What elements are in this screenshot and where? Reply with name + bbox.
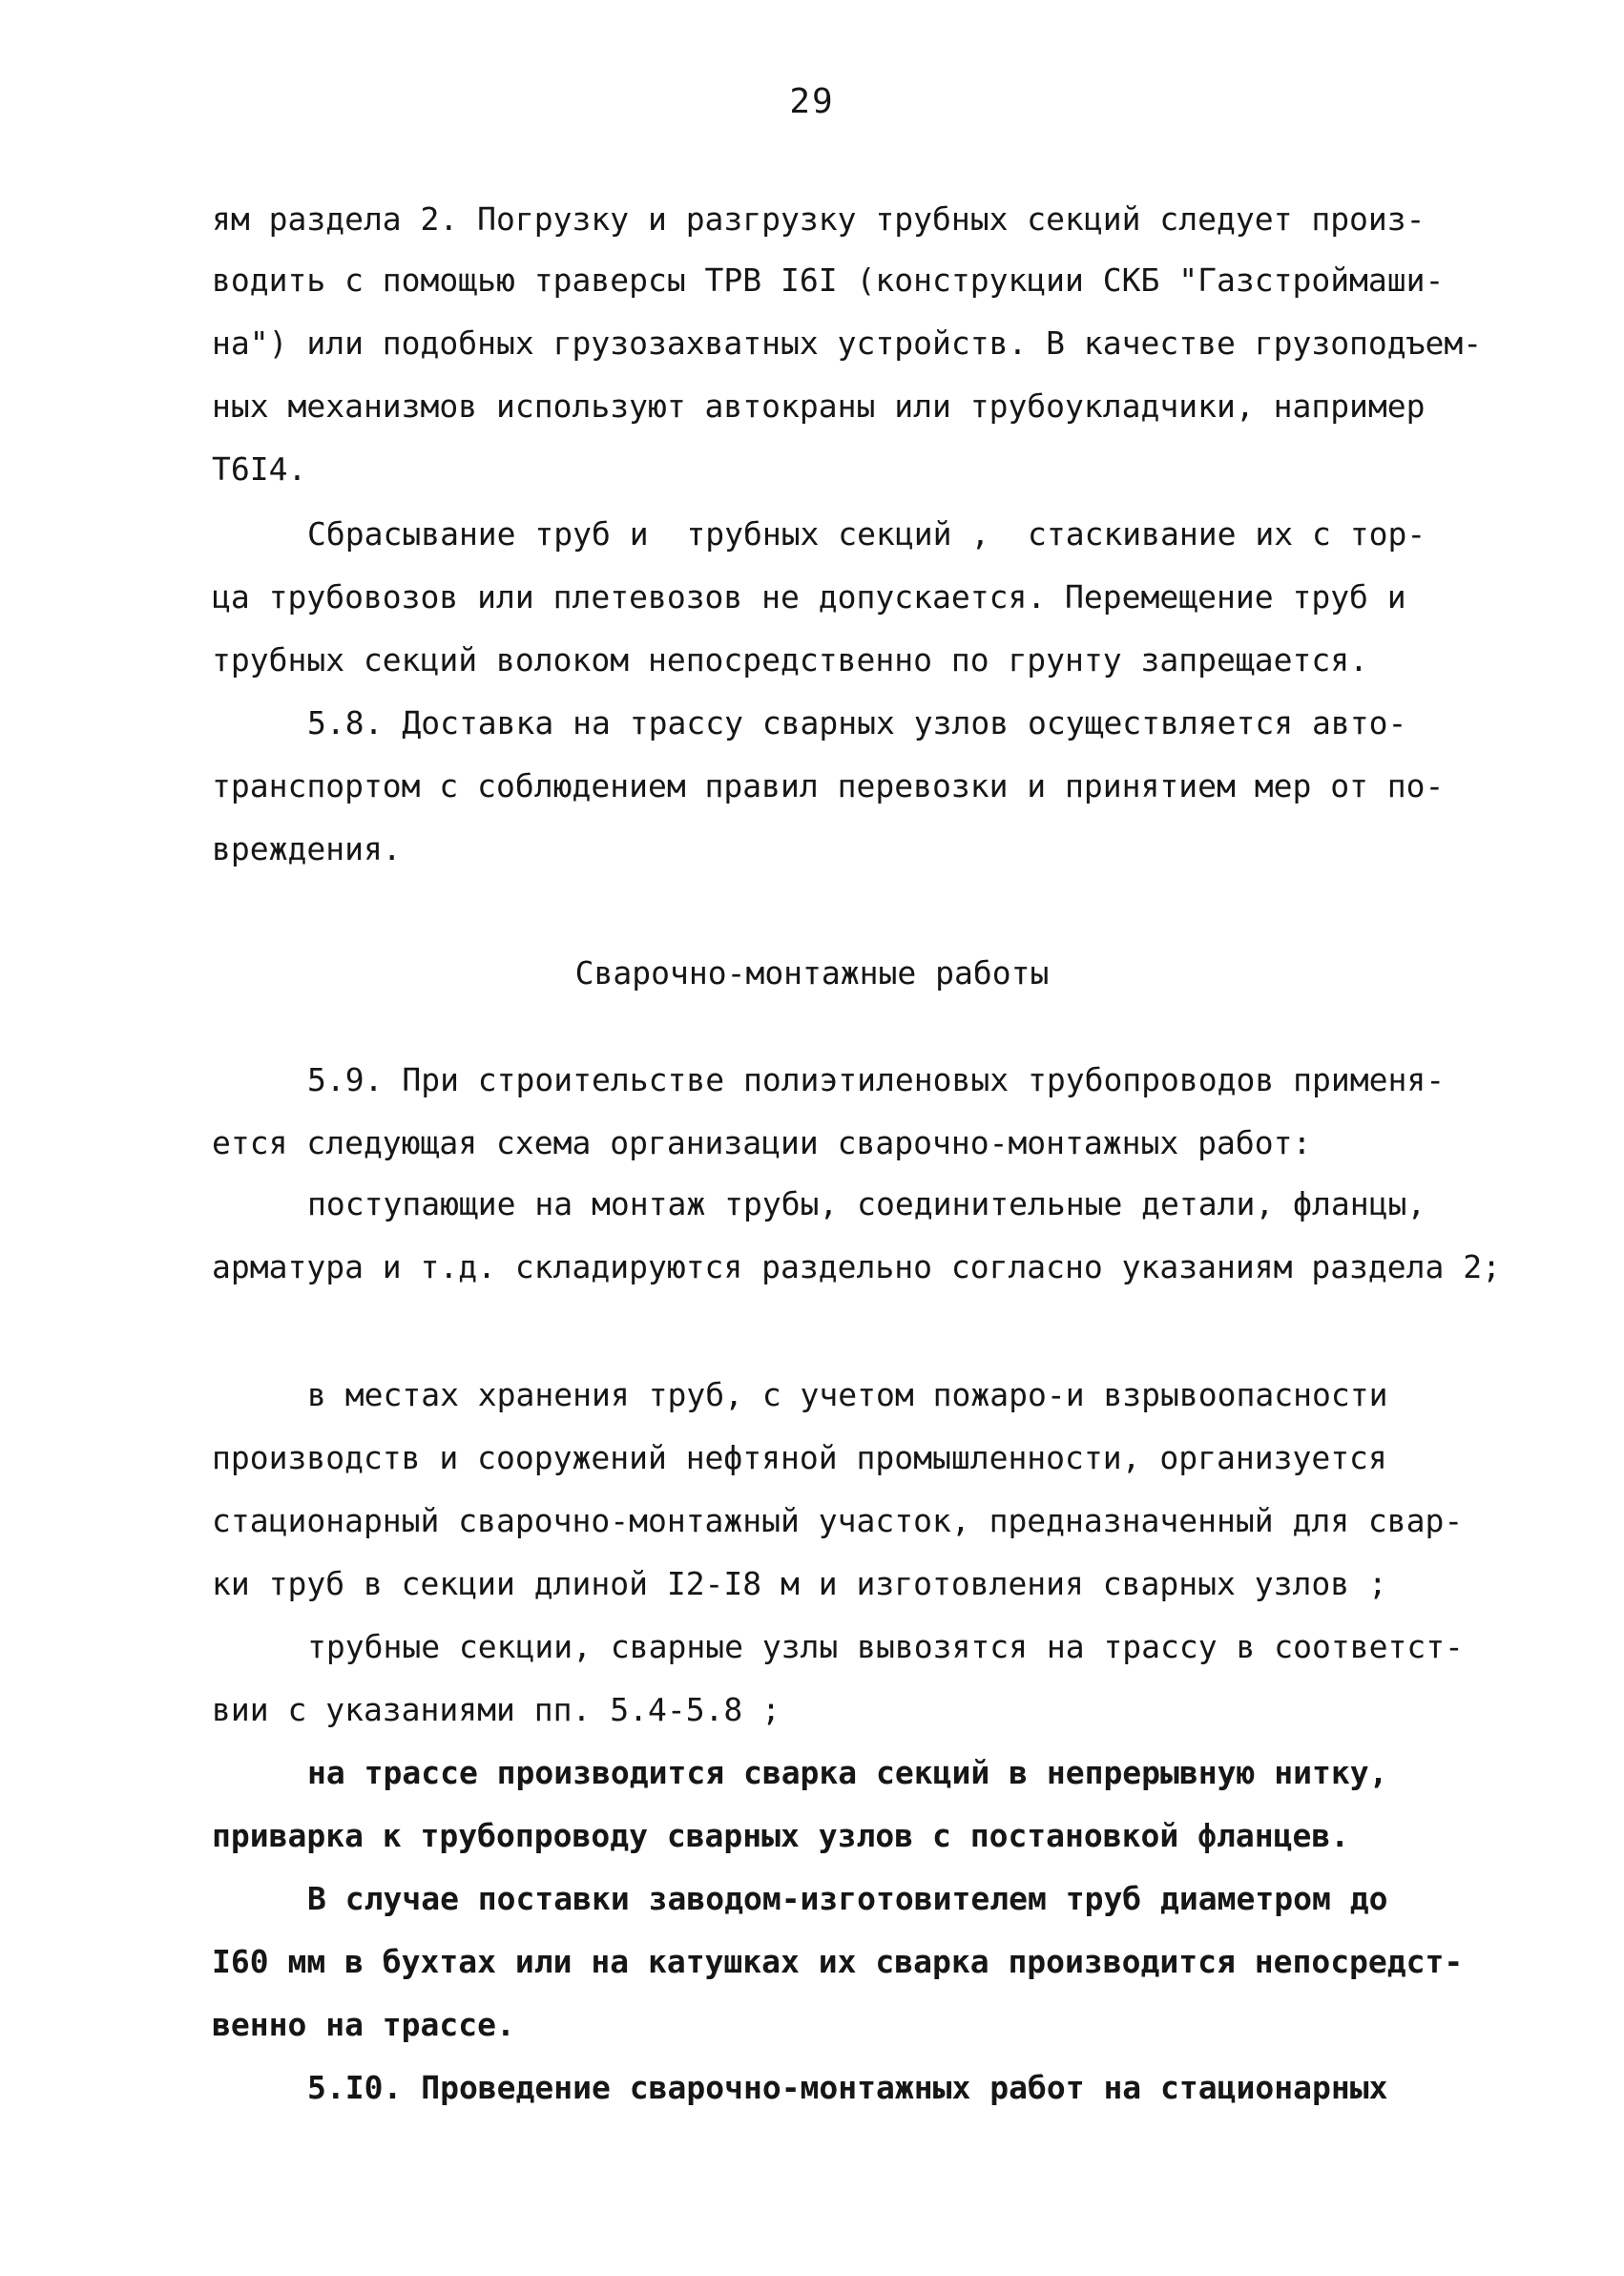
text-line: трубные секции, сварные узлы вывозятся на трассу в соответст- — [307, 1628, 1464, 1665]
section-heading: Сварочно-монтажные работы — [574, 954, 1050, 992]
text-line: стационарный сварочно-монтажный участок, предназначенный для свар- — [212, 1502, 1464, 1539]
text-line: водить с помощью траверсы ТРВ I6I (конструкции СКБ "Газстроймаши- — [212, 261, 1445, 299]
text-line: трубных секций волоком непосредственно по грунту запрещается. — [212, 641, 1368, 679]
text-line: венно на трассе. — [212, 2006, 515, 2043]
text-line: ки труб в секции длиной I2-I8 м и изготовления сварных узлов ; — [212, 1565, 1387, 1602]
text-line: I60 мм в бухтах или на катушках их сварка производится непосредст- — [212, 1943, 1464, 1980]
text-line: на трассе производится сварка секций в непрерывную нитку, — [307, 1754, 1388, 1791]
text-line: приварка к трубопроводу сварных узлов с постановкой фланцев. — [212, 1817, 1350, 1854]
page-number: 29 — [789, 82, 835, 121]
text-line: производств и сооружений нефтяной промышленности, организуется — [212, 1439, 1387, 1476]
text-line: Сбрасывание труб и трубных секций , стаскивание их с тор- — [307, 515, 1426, 553]
text-line: 5.9. При строительстве полиэтиленовых трубопроводов применя- — [307, 1061, 1446, 1098]
text-line: транспортом с соблюдением правил перевозки и принятием мер от по- — [212, 767, 1445, 804]
text-line: поступающие на монтаж трубы, соединительные детали, фланцы, — [307, 1185, 1426, 1222]
text-line: Т6I4. — [212, 450, 307, 488]
text-line: ям раздела 2. Погрузку и разгрузку трубных секций следует произ- — [212, 200, 1426, 238]
text-line: в местах хранения труб, с учетом пожаро-и взрывоопасности — [307, 1376, 1388, 1413]
text-line: ных механизмов используют автокраны или трубоукладчики, например — [212, 387, 1426, 425]
text-line: вреждения. — [212, 830, 402, 867]
text-line: ется следующая схема организации сварочно-монтажных работ: — [212, 1124, 1312, 1161]
text-line: 5.I0. Проведение сварочно-монтажных работ на стационарных — [307, 2069, 1388, 2106]
text-line: вии с указаниями пп. 5.4-5.8 ; — [212, 1691, 781, 1728]
text-line: 5.8. Доставка на трассу сварных узлов осуществляется авто- — [307, 704, 1407, 741]
text-line: арматура и т.д. складируются раздельно согласно указаниям раздела 2; — [212, 1248, 1502, 1285]
text-line: В случае поставки заводом-изготовителем труб диаметром до — [307, 1880, 1388, 1917]
text-line: ца трубовозов или плетевозов не допускается. Перемещение труб и — [212, 578, 1406, 616]
text-line: на") или подобных грузозахватных устройств. В качестве грузоподъем- — [212, 324, 1483, 362]
